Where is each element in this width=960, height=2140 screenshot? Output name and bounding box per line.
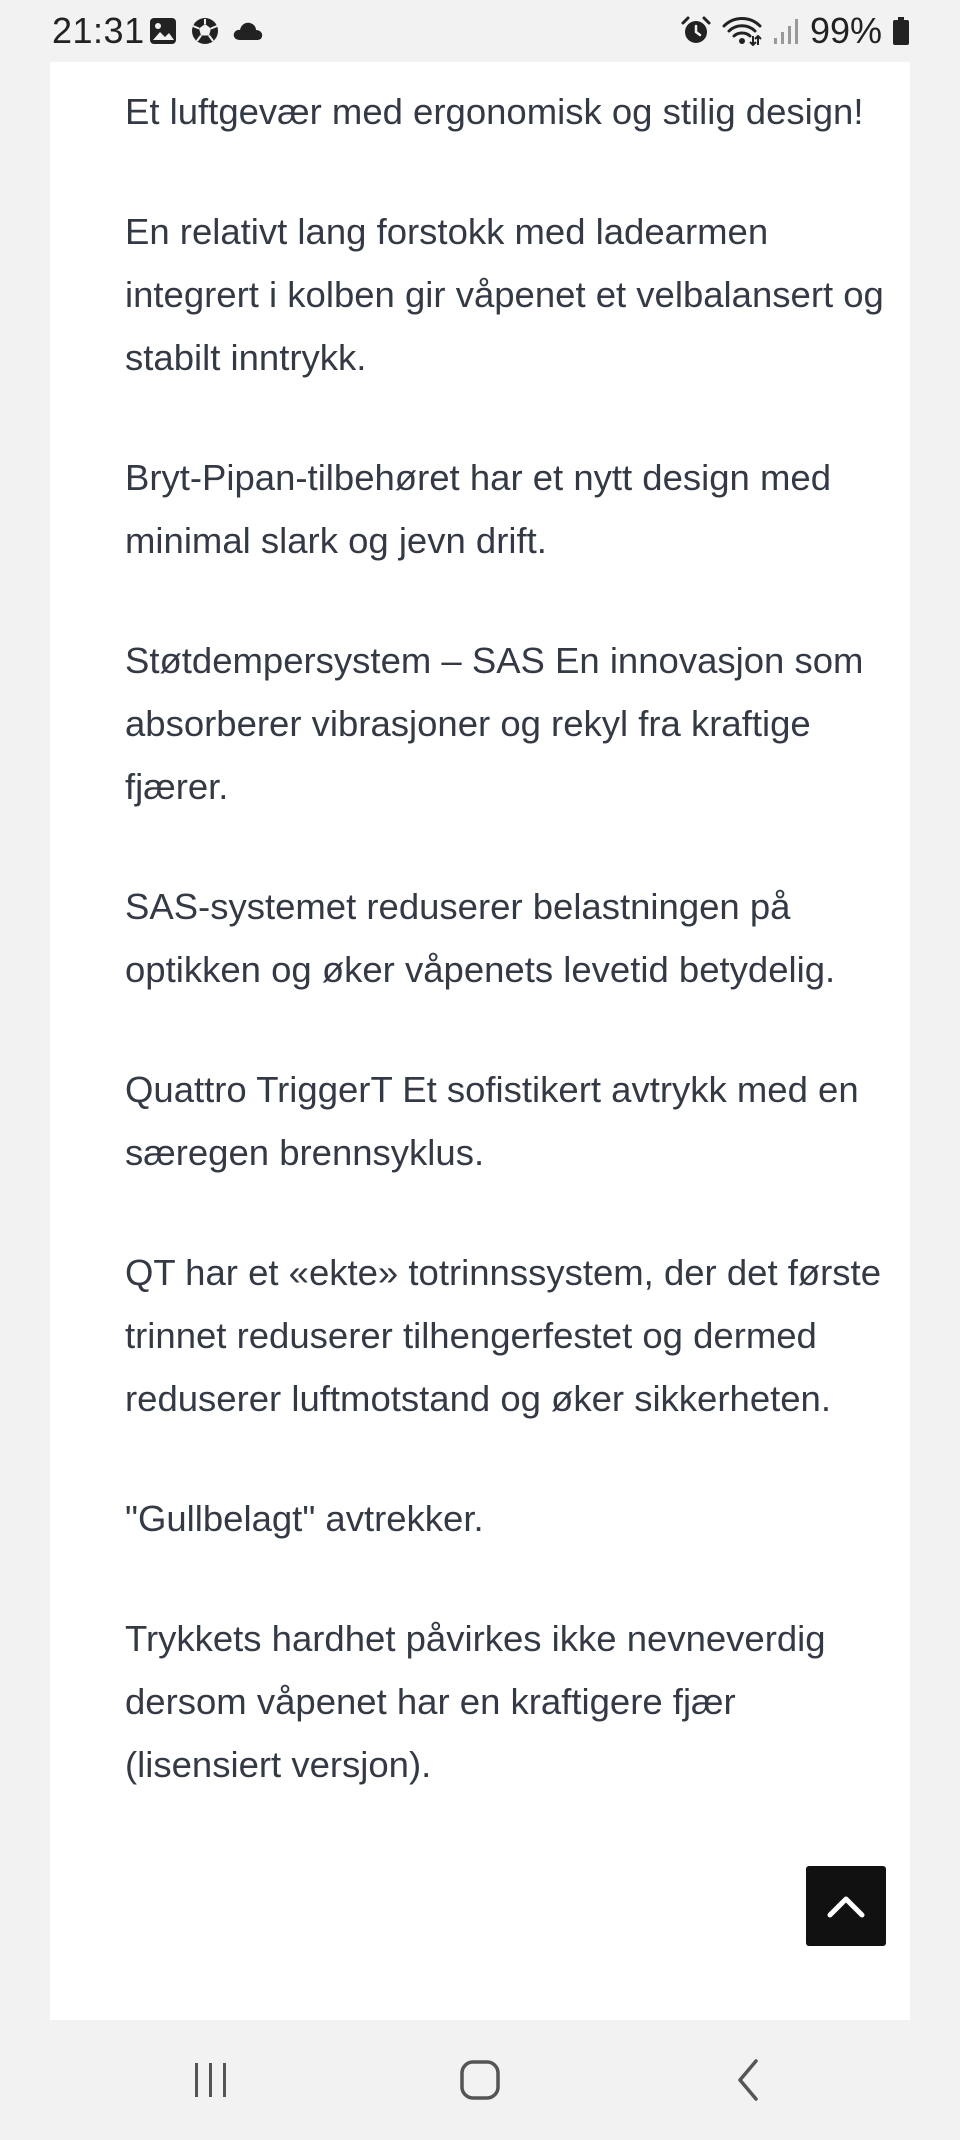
status-time: 21:31 bbox=[52, 10, 145, 51]
home-icon bbox=[458, 2058, 502, 2102]
signal-icon bbox=[772, 16, 800, 46]
article-card bbox=[50, 62, 910, 2020]
article-paragraph: Et luftgevær med ergonomisk og stilig design! bbox=[125, 91, 864, 132]
back-icon bbox=[734, 2058, 764, 2102]
article-paragraph: Bryt-Pipan-tilbehøret har et nytt design med minimal slark og jevn drift. bbox=[125, 457, 831, 561]
article-paragraph: "Gullbelagt" avtrekker. bbox=[125, 1498, 484, 1539]
article-body bbox=[125, 80, 895, 1853]
article-paragraph: QT har et «ekte» totrinnssystem, der det første trinnet reduserer tilhengerfestet og dermed reduserer luftmotstand og øker sikkerheten. bbox=[125, 1252, 882, 1419]
back-button[interactable] bbox=[709, 2052, 789, 2108]
back-to-top-button[interactable] bbox=[806, 1866, 886, 1946]
recent-apps-icon bbox=[191, 2060, 231, 2100]
soccer-ball-icon bbox=[190, 16, 220, 46]
status-system-icons bbox=[680, 8, 910, 54]
chevron-up-icon bbox=[826, 1893, 866, 1919]
article-paragraph: En relativt lang forstokk med ladearmen integrert i kolben gir våpenet et velbalansert og stabilt inntrykk. bbox=[125, 211, 884, 378]
status-bar bbox=[0, 0, 960, 62]
article-paragraph: Quattro TriggerT Et sofistikert avtrykk med en særegen brennsyklus. bbox=[125, 1069, 859, 1173]
status-notification-icons bbox=[148, 15, 264, 47]
battery-percentage: 99% bbox=[809, 10, 882, 51]
gallery-icon bbox=[148, 16, 178, 46]
recent-apps-button[interactable] bbox=[171, 2052, 251, 2108]
wifi-icon bbox=[722, 15, 762, 47]
article-paragraph: Trykkets hardhet påvirkes ikke nevneverdig dersom våpenet har en kraftigere fjær (lisensiert versjon). bbox=[125, 1618, 826, 1785]
navigation-bar bbox=[0, 2020, 960, 2140]
cloud-icon bbox=[232, 19, 264, 43]
home-button[interactable] bbox=[440, 2052, 520, 2108]
article-paragraph: Støtdempersystem – SAS En innovasjon som absorberer vibrasjoner og rekyl fra kraftige fjærer. bbox=[125, 640, 864, 807]
alarm-icon bbox=[680, 15, 712, 47]
battery-icon bbox=[892, 16, 910, 46]
article-paragraph: SAS-systemet reduserer belastningen på optikken og øker våpenets levetid betydelig. bbox=[125, 886, 836, 990]
